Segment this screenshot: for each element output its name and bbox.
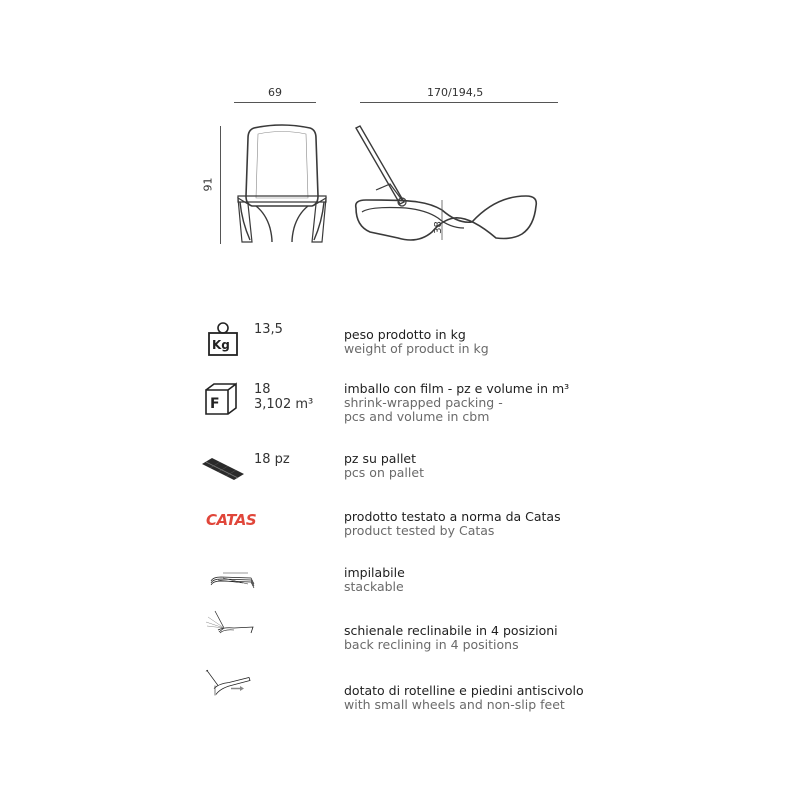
packaging-description bbox=[344, 382, 674, 424]
weight-kg-icon bbox=[198, 322, 248, 368]
wheels-label-en: with small wheels and non-slip feet bbox=[344, 697, 565, 712]
spec-row-weight bbox=[198, 322, 678, 372]
reclining-icon bbox=[204, 600, 254, 646]
wheels-icon bbox=[204, 660, 254, 706]
catas-label-it: prodotto testato a norma da Catas bbox=[344, 509, 561, 524]
spec-row-packaging bbox=[198, 382, 678, 432]
spec-row-reclining bbox=[198, 600, 678, 650]
pallet-label-en: pcs on pallet bbox=[344, 465, 424, 480]
height-dimension-label: 91 bbox=[201, 177, 215, 192]
stackable-label-it: impilabile bbox=[344, 565, 405, 580]
width-dimension-label: 69 bbox=[268, 86, 282, 99]
height-dimension-line bbox=[220, 126, 221, 244]
weight-label-it: peso prodotto in kg bbox=[344, 327, 466, 342]
packaging-label-en-2: pcs and volume in cbm bbox=[344, 409, 490, 424]
length-dimension-line bbox=[360, 102, 558, 103]
seat-height-dimension-label: 38 bbox=[432, 221, 444, 234]
weight-value-line: 13,5 bbox=[254, 322, 283, 337]
packaging-label-en-1: shrink-wrapped packing - bbox=[344, 395, 503, 410]
weight-label-en: weight of product in kg bbox=[344, 341, 489, 356]
weight-value bbox=[254, 322, 283, 337]
wheels-description bbox=[344, 684, 674, 712]
spec-row-wheels bbox=[198, 660, 678, 710]
wheels-label-it: dotato di rotelline e piedini antiscivolo bbox=[344, 683, 584, 698]
pallet-value-line: 18 pz bbox=[254, 452, 290, 467]
package-icon-text: F bbox=[210, 396, 220, 412]
reclining-label-it: schienale reclinabile in 4 posizioni bbox=[344, 623, 558, 638]
spec-row-catas bbox=[198, 510, 678, 560]
reclining-label-en: back reclining in 4 positions bbox=[344, 637, 519, 652]
length-dimension-label: 170/194,5 bbox=[427, 86, 484, 99]
stackable-description bbox=[344, 566, 674, 594]
catas-logo: CATAS bbox=[206, 511, 257, 529]
stackable-label-en: stackable bbox=[344, 579, 404, 594]
weight-description bbox=[344, 328, 674, 356]
package-box-icon bbox=[198, 382, 248, 428]
pallet-description bbox=[344, 452, 674, 480]
packaging-label-it: imballo con film - pz e volume in m³ bbox=[344, 381, 570, 396]
front-view-drawing bbox=[232, 118, 332, 250]
packaging-value-pcs: 18 bbox=[254, 382, 271, 397]
catas-description bbox=[344, 510, 674, 538]
pallet-value bbox=[254, 452, 290, 467]
packaging-value bbox=[254, 382, 313, 412]
pallet-icon bbox=[198, 452, 248, 498]
spec-row-pallet bbox=[198, 452, 678, 502]
stackable-icon bbox=[208, 558, 258, 604]
packaging-value-volume: 3,102 m³ bbox=[254, 397, 314, 412]
pallet-label-it: pz su pallet bbox=[344, 451, 417, 466]
catas-label-en: product tested by Catas bbox=[344, 523, 495, 538]
reclining-description bbox=[344, 624, 674, 652]
weight-icon-text: Kg bbox=[212, 338, 230, 352]
side-view-drawing bbox=[346, 120, 546, 250]
width-dimension-line bbox=[234, 102, 316, 103]
